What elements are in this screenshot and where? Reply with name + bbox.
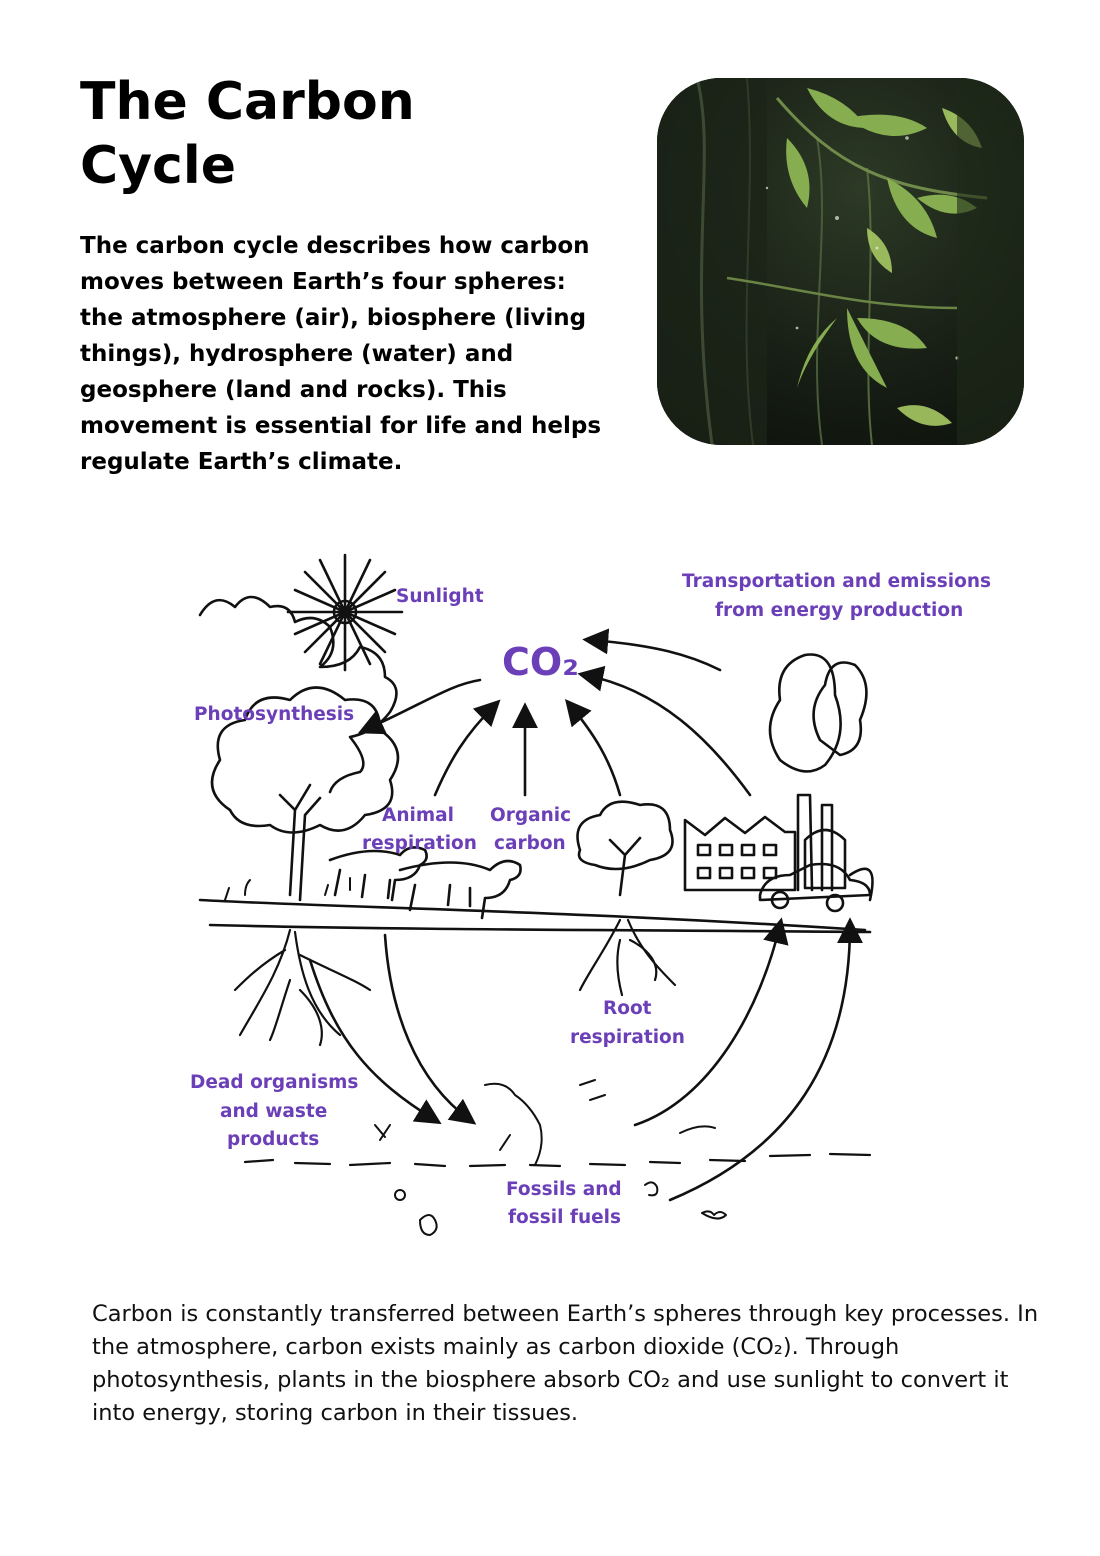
label-animal-line1: Animal (382, 805, 454, 826)
label-co2: CO₂ (502, 640, 579, 684)
factory-illustration (685, 655, 873, 912)
body-paragraph: Carbon is constantly transferred between Earth’s spheres through key processes. In the atmosphere, carbon exists mainly as carbon dioxide (CO₂). Through photosynthesis, plants in the biosphere absorb CO₂ and use sunlight to convert it into energy, storing carbon in their tissues. (92, 1301, 1039, 1426)
photosynthesis-arrow (365, 680, 480, 730)
label-transport-line1: Transportation and emissions (682, 571, 992, 592)
label-sunlight: Sunlight (396, 586, 484, 607)
label-dead-line2: and waste (220, 1101, 328, 1122)
label-fossils-line1: Fossils and (506, 1179, 622, 1200)
intro-paragraph: The carbon cycle describes how carbon moves between Earth’s four spheres: the atmosphere (air), biosphere (living things), hydrosphere (water) and geosphere (land and rocks). This movement is essential for life and helps regulate Earth’s climate. (80, 233, 602, 475)
factory-arrow (585, 675, 750, 795)
fossil-fuel-arrow-2 (670, 925, 850, 1200)
label-dead-line1: Dead organisms (190, 1072, 359, 1093)
label-dead-line3: products (227, 1129, 320, 1150)
label-root-line2: respiration (570, 1027, 685, 1048)
label-photosynthesis: Photosynthesis (194, 704, 355, 725)
label-root-line1: Root (603, 998, 652, 1019)
label-fossils-line2: fossil fuels (508, 1207, 622, 1228)
page-title: The Carbon Cycle (80, 72, 415, 196)
sun-icon (288, 555, 402, 670)
animal-respiration-arrow (435, 705, 495, 795)
root-respiration-up-arrow (570, 705, 620, 795)
transport-arrow (590, 640, 720, 670)
label-transport-line2: from energy production (715, 600, 964, 621)
label-animal-line2: respiration (362, 833, 477, 854)
label-organic-line2: carbon (494, 833, 566, 854)
dead-organisms-arrow-2 (385, 935, 470, 1120)
label-organic-line1: Organic (490, 805, 572, 826)
carbon-cycle-diagram (150, 540, 992, 1260)
forest-plant-photo (657, 78, 1024, 445)
photo-image (657, 78, 1024, 445)
